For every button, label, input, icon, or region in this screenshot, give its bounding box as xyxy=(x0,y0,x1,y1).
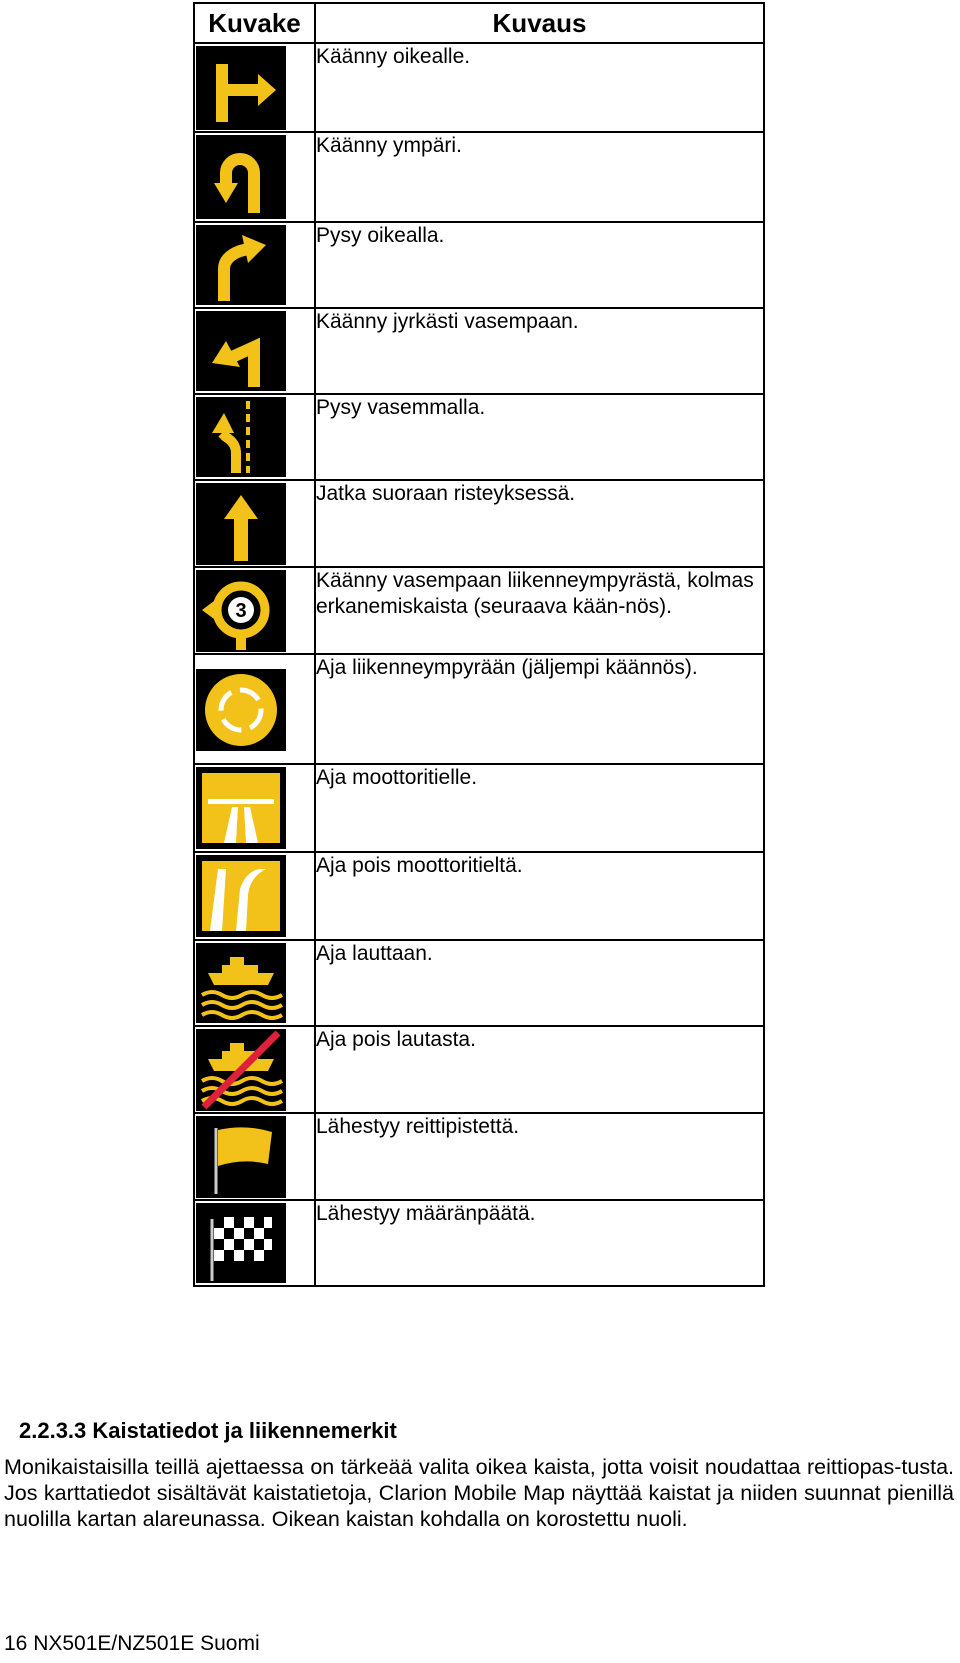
ferry-icon xyxy=(196,943,286,1023)
waypoint-flag-icon xyxy=(196,1116,286,1198)
sharp-left-icon xyxy=(196,311,286,391)
motorway-exit-icon xyxy=(196,855,286,937)
row-desc: Aja liikenneympyrään (jäljempi käännös). xyxy=(315,654,764,764)
page-footer: 16 NX501E/NZ501E Suomi xyxy=(4,1632,260,1655)
row-desc: Käänny oikealle. xyxy=(315,43,764,132)
body-paragraph: Monikaistaisilla teillä ajettaessa on tärkeää valita oikea kaista, jotta voisit noudattaa reittiopas-tusta. Jos karttatiedot sisältävät kaistatietoja, Clarion Mobile Map näyttää kaistat ja niiden suunnat pienillä nuolilla kartan alareunassa. Oikean kaistan kohdalla on korostettu nuoli. xyxy=(4,1455,954,1531)
roundabout-icon xyxy=(196,669,286,751)
header-description: Kuvaus xyxy=(315,3,764,43)
row-desc: Käänny vasempaan liikenneympyrästä, kolmas erkanemiskaista (seuraava kään-nös). xyxy=(315,567,764,654)
roundabout-exit-icon xyxy=(196,570,286,652)
row-desc: Lähestyy reittipistettä. xyxy=(315,1113,764,1200)
u-turn-icon xyxy=(196,135,286,219)
destination-flag-icon xyxy=(196,1203,286,1283)
row-desc: Pysy vasemmalla. xyxy=(315,394,764,480)
row-desc: Aja pois lautasta. xyxy=(315,1026,764,1113)
row-desc: Pysy oikealla. xyxy=(315,222,764,308)
keep-left-icon xyxy=(196,397,286,477)
row-desc: Lähestyy määränpäätä. xyxy=(315,1200,764,1286)
row-desc: Aja lauttaan. xyxy=(315,940,764,1026)
svg-text:3: 3 xyxy=(235,600,247,622)
keep-right-icon xyxy=(196,225,286,305)
header-icon: Kuvake xyxy=(194,3,315,43)
motorway-enter-icon xyxy=(196,767,286,849)
straight-arrow-icon xyxy=(196,483,286,565)
turn-right-icon xyxy=(196,46,286,130)
row-desc: Jatka suoraan risteyksessä. xyxy=(315,480,764,567)
row-desc: Käänny jyrkästi vasempaan. xyxy=(315,308,764,394)
row-desc: Aja pois moottoritieltä. xyxy=(315,852,764,940)
section-heading: 2.2.3.3 Kaistatiedot ja liikennemerkit xyxy=(19,1418,397,1443)
ferry-exit-icon xyxy=(196,1029,286,1111)
icon-table xyxy=(193,2,765,1287)
row-desc: Käänny ympäri. xyxy=(315,132,764,222)
row-desc: Aja moottoritielle. xyxy=(315,764,764,852)
